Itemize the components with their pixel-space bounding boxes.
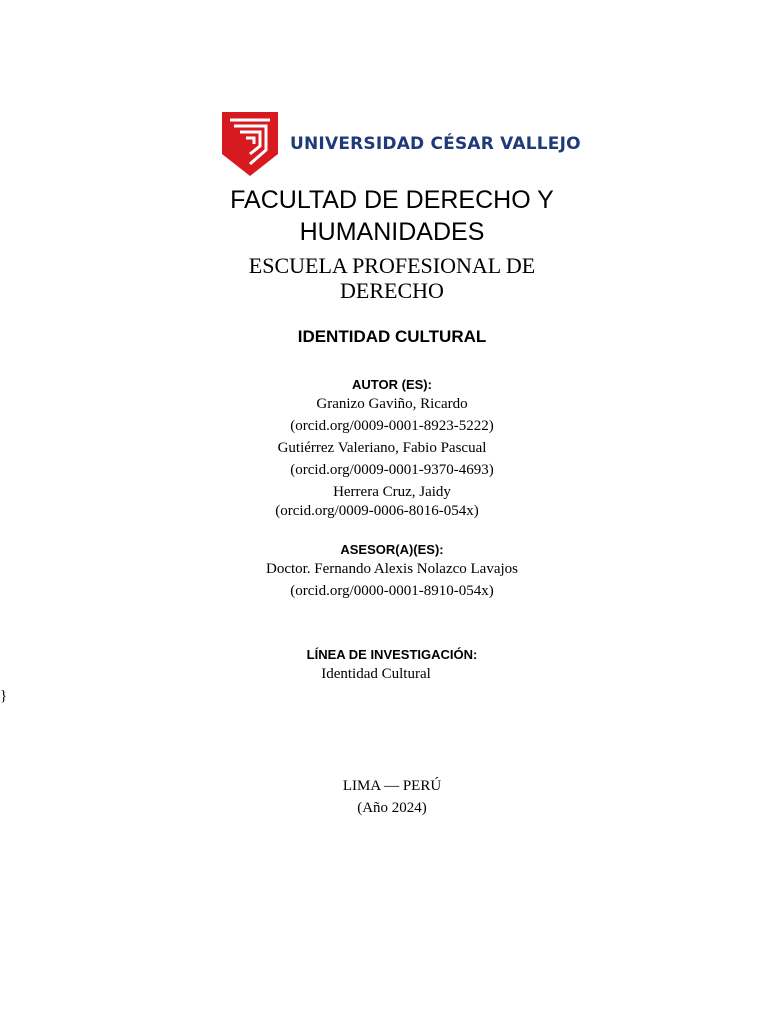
advisor-line: (orcid.org/0000-0001-8910-054x) [290,583,494,599]
author-line: (orcid.org/0009-0001-9370-4693) [290,462,494,478]
faculty-line-1: FACULTAD DE DERECHO Y [230,186,554,214]
school-line-2: DERECHO [340,278,444,303]
university-logo [220,110,581,178]
advisor-label: ASESOR(A)(ES): [340,542,444,557]
university-logo-mark [220,110,280,178]
stray-brace: } [0,688,8,704]
faculty-name [200,184,584,248]
school-name [200,253,584,303]
document-title: IDENTIDAD CULTURAL [297,327,487,346]
year-line: (Año 2024) [357,800,427,816]
research-line-label: LÍNEA DE INVESTIGACIÓN: [306,647,478,662]
university-name: UNIVERSIDAD CÉSAR VALLEJO [290,134,581,154]
author-line: Herrera Cruz, Jaidy [333,484,451,500]
author-line: Gutiérrez Valeriano, Fabio Pascual [277,440,487,456]
place-line: LIMA — PERÚ [342,778,442,794]
research-line-value: Identidad Cultural [321,666,431,682]
advisor-line: Doctor. Fernando Alexis Nolazco Lavajos [265,561,519,577]
author-line: (orcid.org/0009-0006-8016-054x) [275,503,479,519]
authors-label: AUTOR (ES): [352,377,432,392]
faculty-line-2: HUMANIDADES [299,218,485,246]
author-line: (orcid.org/0009-0001-8923-5222) [290,418,494,434]
author-line: Granizo Gaviño, Ricardo [316,396,468,412]
school-line-1: ESCUELA PROFESIONAL DE [248,253,536,278]
